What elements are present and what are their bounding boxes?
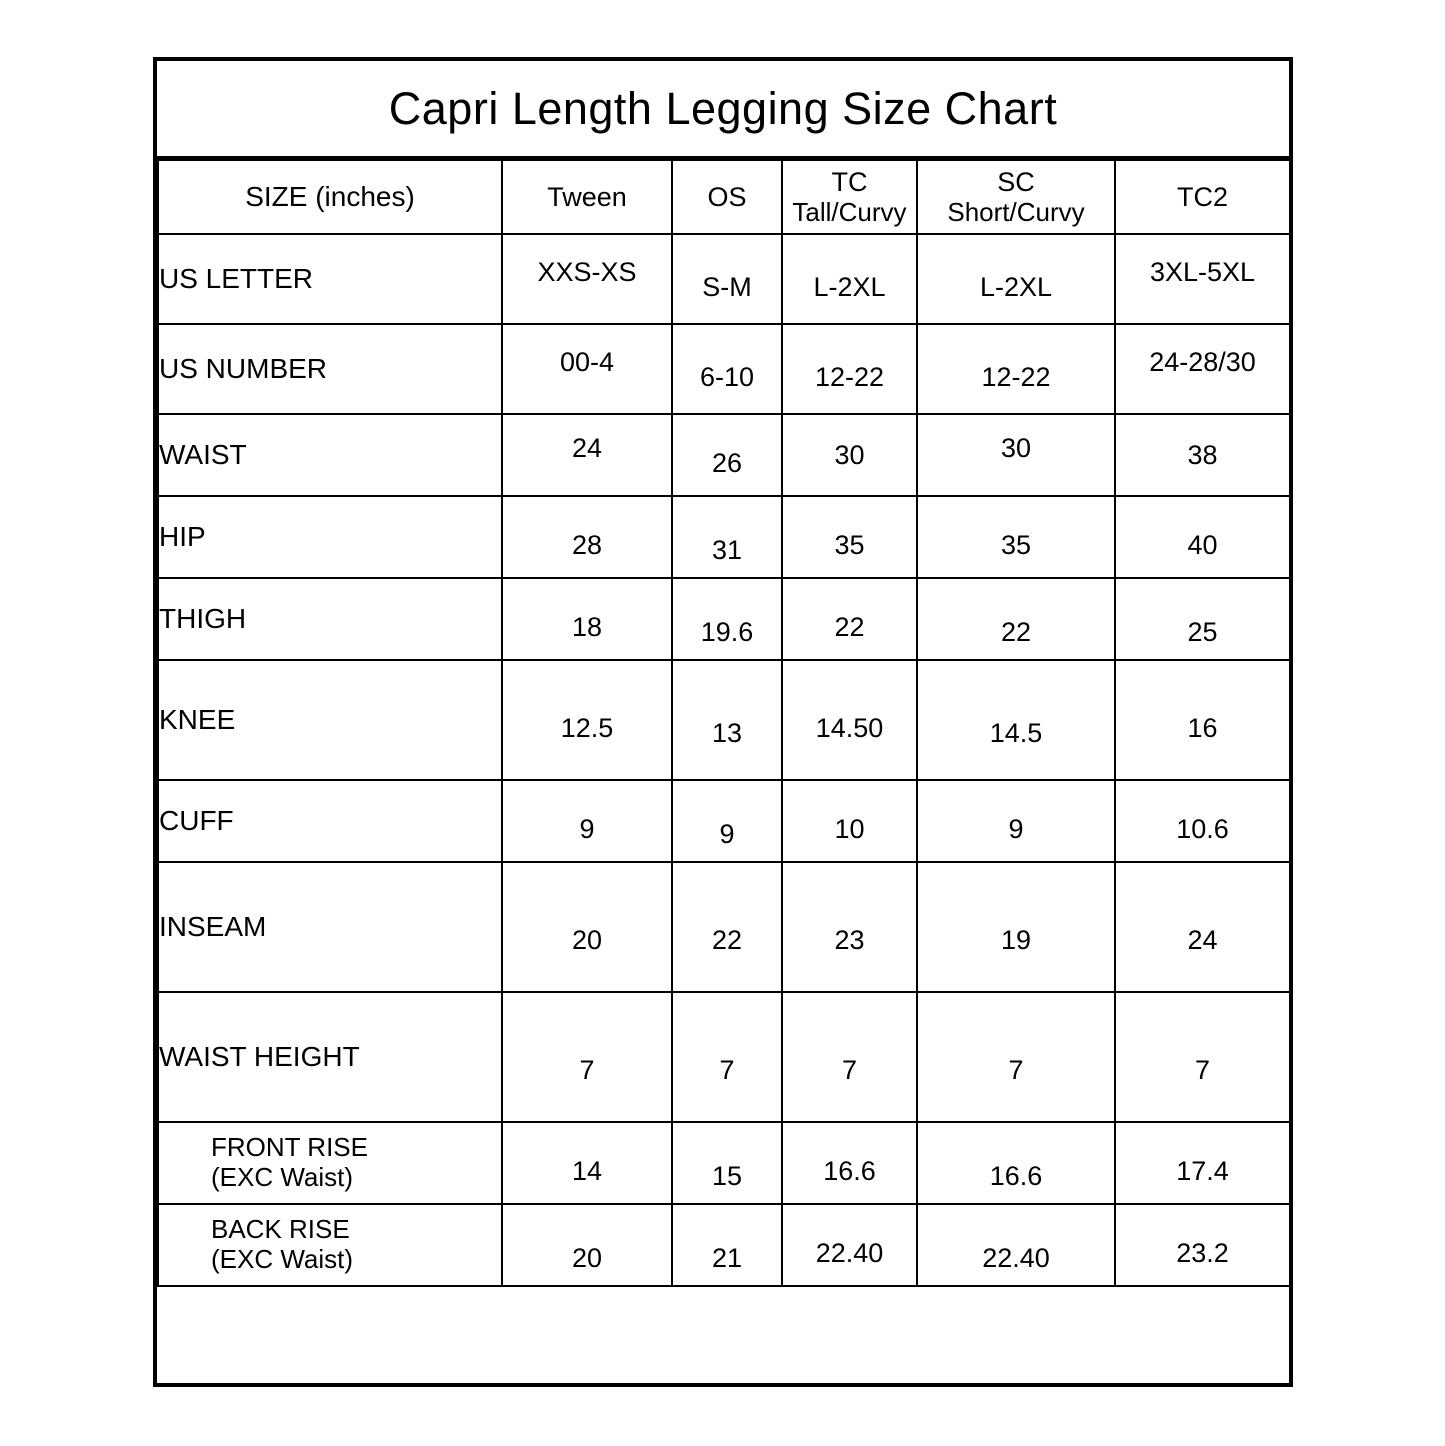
table-row bbox=[158, 1204, 1290, 1286]
cell-value: 13 bbox=[672, 660, 782, 780]
cell-value: 22 bbox=[782, 578, 917, 660]
cell-value: S-M bbox=[672, 234, 782, 324]
cell-value: 10.6 bbox=[1115, 780, 1290, 862]
cell-value: 7 bbox=[1115, 992, 1290, 1122]
cell-value: 20 bbox=[502, 862, 672, 992]
row-label bbox=[158, 1204, 502, 1286]
cell-value: 14.5 bbox=[917, 660, 1115, 780]
row-label-line1: FRONT RISE bbox=[211, 1132, 368, 1163]
cell-value: 21 bbox=[672, 1204, 782, 1286]
table-row bbox=[158, 234, 1290, 324]
row-label bbox=[158, 1122, 502, 1204]
cell-value: 31 bbox=[672, 496, 782, 578]
cell-value: 22 bbox=[672, 862, 782, 992]
cell-value: 23.2 bbox=[1115, 1204, 1290, 1286]
cell-value: 30 bbox=[782, 414, 917, 496]
cell-value: 30 bbox=[917, 414, 1115, 496]
column-header-tween bbox=[502, 160, 672, 234]
column-header-os bbox=[672, 160, 782, 234]
table-row bbox=[158, 578, 1290, 660]
cell-value: 22 bbox=[917, 578, 1115, 660]
column-header-sc-sublabel: Short/Curvy bbox=[947, 196, 1085, 227]
cell-value: L-2XL bbox=[917, 234, 1115, 324]
row-label: INSEAM bbox=[158, 862, 502, 992]
cell-value: 9 bbox=[672, 780, 782, 862]
table-row bbox=[158, 862, 1290, 992]
column-header-os-label: OS bbox=[707, 181, 747, 212]
cell-value: 35 bbox=[917, 496, 1115, 578]
cell-value: 7 bbox=[502, 992, 672, 1122]
cell-value: 23 bbox=[782, 862, 917, 992]
cell-value: L-2XL bbox=[782, 234, 917, 324]
column-header-size-label: SIZE (inches) bbox=[245, 181, 415, 213]
cell-value: 12.5 bbox=[502, 660, 672, 780]
size-chart-frame bbox=[153, 57, 1293, 1387]
row-label-line1: BACK RISE bbox=[211, 1214, 350, 1245]
column-header-tc-sublabel: Tall/Curvy bbox=[792, 196, 907, 227]
cell-value: 26 bbox=[672, 414, 782, 496]
cell-value: 24-28/30 bbox=[1115, 324, 1290, 414]
cell-value: 24 bbox=[1115, 862, 1290, 992]
cell-value: 9 bbox=[917, 780, 1115, 862]
table-header-row bbox=[158, 160, 1290, 234]
cell-value: 12-22 bbox=[917, 324, 1115, 414]
chart-title-row bbox=[157, 61, 1289, 159]
cell-value: 7 bbox=[782, 992, 917, 1122]
row-label: HIP bbox=[158, 496, 502, 578]
column-header-tc-label: TC bbox=[831, 167, 868, 198]
column-header-size bbox=[158, 160, 502, 234]
row-label: US LETTER bbox=[158, 234, 502, 324]
column-header-sc-label: SC bbox=[997, 167, 1035, 198]
cell-value: 38 bbox=[1115, 414, 1290, 496]
cell-value: 17.4 bbox=[1115, 1122, 1290, 1204]
cell-value: 16 bbox=[1115, 660, 1290, 780]
cell-value: 15 bbox=[672, 1122, 782, 1204]
row-label: US NUMBER bbox=[158, 324, 502, 414]
cell-value: 3XL-5XL bbox=[1115, 234, 1290, 324]
column-header-tc2-label: TC2 bbox=[1176, 181, 1228, 212]
table-row bbox=[158, 660, 1290, 780]
table-row bbox=[158, 414, 1290, 496]
cell-value: 19.6 bbox=[672, 578, 782, 660]
cell-value: 00-4 bbox=[502, 324, 672, 414]
row-label-line2: (EXC Waist) bbox=[211, 1244, 354, 1274]
row-label: THIGH bbox=[158, 578, 502, 660]
cell-value: 14 bbox=[502, 1122, 672, 1204]
cell-value: 22.40 bbox=[917, 1204, 1115, 1286]
row-label: WAIST bbox=[158, 414, 502, 496]
cell-value: 7 bbox=[917, 992, 1115, 1122]
cell-value: 18 bbox=[502, 578, 672, 660]
column-header-tc2 bbox=[1115, 160, 1290, 234]
cell-value: 22.40 bbox=[782, 1204, 917, 1286]
cell-value: 9 bbox=[502, 780, 672, 862]
cell-value: 25 bbox=[1115, 578, 1290, 660]
cell-value: 24 bbox=[502, 414, 672, 496]
size-chart-table bbox=[157, 159, 1291, 1287]
cell-value: 6-10 bbox=[672, 324, 782, 414]
cell-value: 16.6 bbox=[917, 1122, 1115, 1204]
cell-value: XXS-XS bbox=[502, 234, 672, 324]
cell-value: 35 bbox=[782, 496, 917, 578]
page-title: Capri Length Legging Size Chart bbox=[388, 82, 1058, 134]
column-header-sc bbox=[917, 160, 1115, 234]
row-label-line2: (EXC Waist) bbox=[211, 1162, 354, 1192]
table-row bbox=[158, 780, 1290, 862]
table-row bbox=[158, 992, 1290, 1122]
cell-value: 20 bbox=[502, 1204, 672, 1286]
cell-value: 19 bbox=[917, 862, 1115, 992]
row-label: WAIST HEIGHT bbox=[158, 992, 502, 1122]
table-row bbox=[158, 496, 1290, 578]
cell-value: 40 bbox=[1115, 496, 1290, 578]
cell-value: 10 bbox=[782, 780, 917, 862]
cell-value: 16.6 bbox=[782, 1122, 917, 1204]
column-header-tween-label: Tween bbox=[547, 181, 627, 212]
column-header-tc bbox=[782, 160, 917, 234]
row-label: KNEE bbox=[158, 660, 502, 780]
cell-value: 28 bbox=[502, 496, 672, 578]
cell-value: 12-22 bbox=[782, 324, 917, 414]
table-row bbox=[158, 324, 1290, 414]
table-row bbox=[158, 1122, 1290, 1204]
cell-value: 7 bbox=[672, 992, 782, 1122]
cell-value: 14.50 bbox=[782, 660, 917, 780]
row-label: CUFF bbox=[158, 780, 502, 862]
